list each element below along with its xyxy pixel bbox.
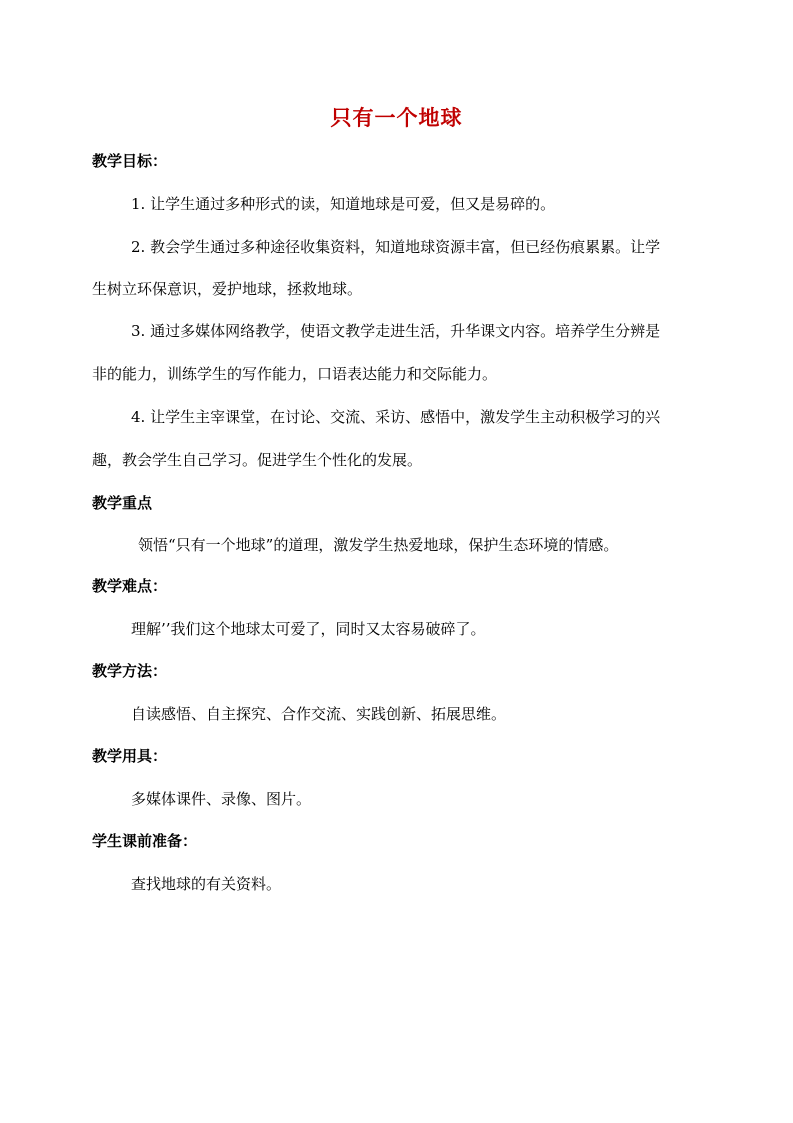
document-title: 只有一个地球	[330, 105, 463, 130]
prep-text: 查找地球的有关资料。	[131, 875, 282, 893]
goal-3-line-2: 非的能力，训练学生的写作能力，口语表达能力和交际能力。	[92, 365, 498, 383]
focus-heading: 教学重点	[92, 494, 153, 512]
goal-3-line-1: 3. 通过多媒体网络教学，使语文教学走进生活，升华课文内容。培养学生分辨是	[131, 322, 661, 340]
prep-heading: 学生课前准备：	[92, 832, 198, 850]
tools-heading: 教学用具：	[92, 747, 168, 765]
difficulty-heading: 教学难点：	[92, 577, 168, 595]
difficulty-text: 理解’’我们这个地球太可爱了，同时又太容易破碎了。	[131, 620, 486, 638]
goal-1: 1. 让学生通过多种形式的读，知道地球是可爱，但又是易碎的。	[131, 195, 556, 213]
focus-text: 领悟“只有一个地球”的道理，激发学生热爱地球，保护生态环境的情感。	[138, 536, 619, 554]
goal-2-line-2: 生树立环保意识，爱护地球，拯救地球。	[92, 280, 363, 298]
goal-2-line-1: 2. 教会学生通过多种途径收集资料，知道地球资源丰富，但已经伤痕累累。让学	[131, 238, 661, 256]
goal-4-line-2: 趣，教会学生自己学习。促进学生个性化的发展。	[92, 451, 423, 469]
method-text: 自读感悟、自主探究、合作交流、实践创新、拓展思维。	[131, 705, 507, 723]
tools-text: 多媒体课件、录像、图片。	[131, 790, 312, 808]
method-heading: 教学方法：	[92, 662, 168, 680]
goal-4-line-1: 4. 让学生主宰课堂，在讨论、交流、采访、感悟中，激发学生主动积极学习的兴	[131, 408, 661, 426]
goals-heading: 教学目标：	[92, 152, 168, 170]
